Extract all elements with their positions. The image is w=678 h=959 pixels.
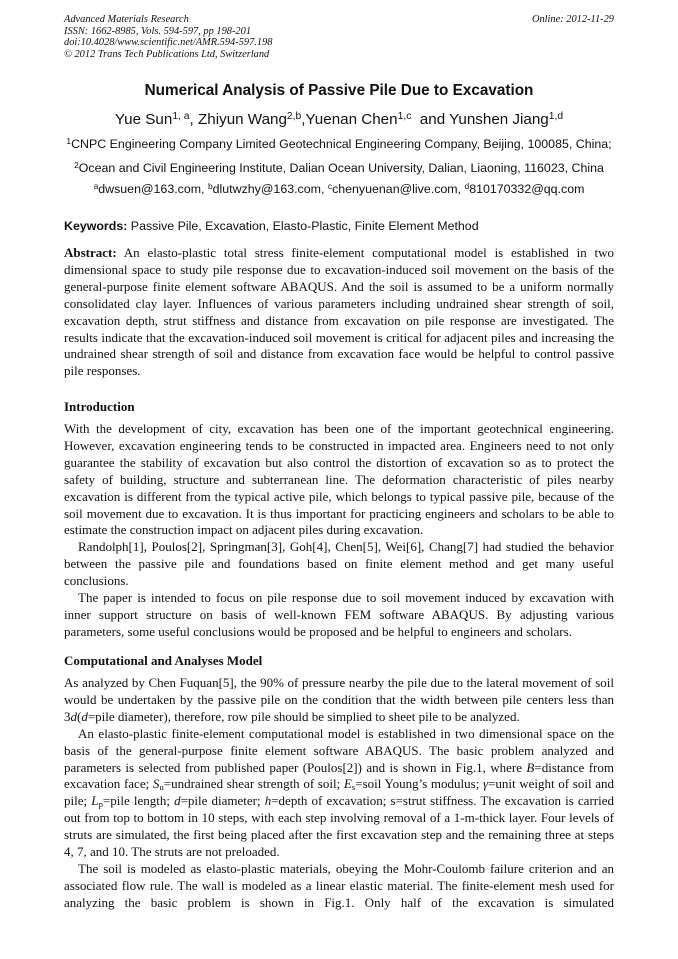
text-run: The paper is intended to focus on pile response due to soil movement induced by excavation with inner support structure on basis of well-known FEM software ABAQUS. By adjusting various parameters, some useful conclusions would be proposed and be helpful to engineers and scholars. — [64, 590, 614, 639]
abstract-text: An elasto-plastic total stress finite-element computational model is established in two dimensional space to study pile response due to excavation-induced soil movement on the basis of the general-purpose finite element software ABAQUS. And the soil is assumed to be a uniform normally consolidated clay layer. Influences of various parameters including undrained shear strength of soil, excavation depth, strut stiffness and distance from excavation on pile response are investigated. The results indicate that the excavation-induced soil movement is critical for adjacent piles and increasing the undrained shear strength of soil and distance from excavation face would be helpful to control passive pile responses. — [64, 245, 614, 379]
separator: , — [189, 111, 198, 128]
paragraph — [64, 421, 614, 539]
separator: , — [301, 111, 306, 128]
email-mark: a — [93, 180, 99, 191]
text-run: =pile length; — [102, 793, 175, 809]
author-name: Yue Sun — [114, 111, 173, 128]
italic-symbol: d — [81, 708, 88, 724]
text-run: An elasto-plastic finite-element computational model is established in two dimensional space on the basis of the general-purpose finite element software ABAQUS. The basic problem analyzed and parameters is selected from published paper (Poulos[2]) and is shown in Fig.1, where — [64, 725, 614, 775]
paragraph — [64, 539, 614, 590]
section-heading: Computational and Analyses Model — [64, 653, 263, 668]
italic-symbol: B — [526, 759, 535, 775]
text-run: =pile diameter; — [180, 793, 265, 809]
keywords-label: Keywords: — [64, 219, 128, 233]
email-mark: d — [464, 180, 470, 191]
affiliation-1 — [0, 137, 678, 151]
subscript: s — [351, 782, 356, 793]
italic-symbol: E — [343, 776, 352, 792]
italic-symbol: d — [174, 793, 181, 809]
author-affiliation-mark: 1,c — [397, 110, 412, 122]
author-affiliation-mark: 1,d — [548, 110, 564, 122]
author-list — [0, 111, 678, 128]
affiliation-mark: 1 — [66, 135, 72, 146]
author-name: Yuenan Chen — [305, 111, 398, 128]
author-affiliation-mark: 1, a — [172, 110, 190, 122]
italic-symbol: d — [70, 708, 77, 724]
author-name: Yunshen Jiang — [449, 111, 549, 128]
email[interactable]: dlutwzhy@163.com, — [212, 182, 328, 196]
section-introduction-body — [64, 421, 614, 641]
journal-name: Advanced Materials Research — [64, 14, 189, 25]
affiliation-2 — [0, 161, 678, 175]
doi: doi:10.4028/www.scientific.net/AMR.594-597.198 — [64, 37, 273, 49]
subscript: p — [98, 799, 103, 810]
keywords — [64, 219, 479, 233]
paragraph — [64, 861, 614, 912]
paragraph — [64, 590, 614, 641]
italic-symbol: h — [264, 793, 272, 809]
italic-symbol: S — [152, 776, 160, 792]
author-name: Zhiyun Wang — [198, 111, 287, 128]
paragraph — [64, 726, 614, 861]
journal-header — [64, 14, 272, 60]
keywords-text: Passive Pile, Excavation, Elasto-Plastic, Finite Element Method — [127, 219, 479, 233]
text-run: =unit weight of soil and pile; — [64, 776, 614, 809]
text-run: =distance from excavation face; — [64, 759, 614, 792]
italic-symbol: γ — [482, 776, 489, 792]
affiliation-text: Ocean and Civil Engineering Institute, Dalian Ocean University, Dalian, Liaoning, 116023, China — [78, 161, 604, 175]
text-run: =undrained shear strength of soil; — [163, 776, 344, 792]
text-run: The soil is modeled as elasto-plastic materials, obeying the Mohr-Coulomb failure criterion and an associated flow rule. The wall is modeled as a linear elastic material. The finite-element mesh used for analyzing the basic problem is shown in Fig.1. Only half of the excavation is simulated — [64, 860, 614, 910]
text-run: =depth of excavation; s=strut stiffness. The excavation is carried out from top to bottom in 10 steps, with each step involving removal of a 1-m-thick layer. Four levels of struts are simulated, the first being placed after the first excavation step and the remaining three at steps 4, 7, and 10. The struts are not preloaded. — [64, 793, 614, 860]
online-date: Online: 2012-11-29 — [531, 14, 614, 25]
section-model-body — [64, 675, 614, 912]
text-run: With the development of city, excavation has been one of the important geotechnical engineering. However, excavation engineering tends to be constructed in impacted area. Engineers need to not only guarantee the stability of excavation but also control the distortion of excavation so as to protect the safety of building, structure and subterranean line. The deformation characteristic of piles nearby excavation is different from the typical active pile, which belongs to typical passive pile, because of the soil movement due to excavation. It is thus important for practicing engineers and scholars to be able to estimate the construction impact on adjacent piles during excavation. — [64, 421, 614, 538]
email-mark: c — [327, 180, 333, 191]
email-mark: b — [207, 180, 213, 191]
affiliation-text: CNPC Engineering Company Limited Geotechnical Engineering Company, Beijing, 100085, China; — [71, 137, 612, 151]
affiliation-mark: 2 — [74, 159, 79, 170]
separator: and — [411, 111, 450, 128]
paragraph — [64, 675, 614, 726]
copyright: © 2012 Trans Tech Publications Ltd, Switzerland — [64, 48, 270, 60]
italic-symbol: L — [91, 793, 99, 809]
author-emails — [0, 182, 678, 196]
email[interactable]: 810170332@qq.com — [469, 182, 585, 196]
abstract-label: Abstract: — [64, 245, 117, 260]
text-run: =soil Young’s modulus; — [355, 776, 483, 792]
email[interactable]: chenyuenan@live.com, — [332, 182, 465, 196]
issn: ISSN: 1662-8985, Vols. 594-597, pp 198-201 — [64, 25, 252, 37]
text-run: As analyzed by Chen Fuquan[5], the 90% of pressure nearby the pile due to the lateral movement of soil would be undertaken by the passive pile on the condition that the width between pile centers less than 3 — [64, 675, 614, 724]
section-heading: Introduction — [64, 399, 135, 414]
text-run: =pile diameter), therefore, row pile should be simplied to sheet pile to be analyzed. — [87, 708, 520, 724]
text-run: Randolph[1], Poulos[2], Springman[3], Goh[4], Chen[5], Wei[6], Chang[7] had studied the behavior between the passive pile and foundations based on finite element method and get many useful conclusions. — [64, 539, 614, 589]
text-run: ( — [77, 708, 82, 724]
email[interactable]: dwsuen@163.com, — [98, 182, 208, 196]
abstract — [64, 245, 614, 380]
author-affiliation-mark: 2,b — [286, 110, 302, 122]
subscript: u — [159, 782, 164, 793]
paper-title: Numerical Analysis of Passive Pile Due to Excavation — [144, 82, 534, 99]
